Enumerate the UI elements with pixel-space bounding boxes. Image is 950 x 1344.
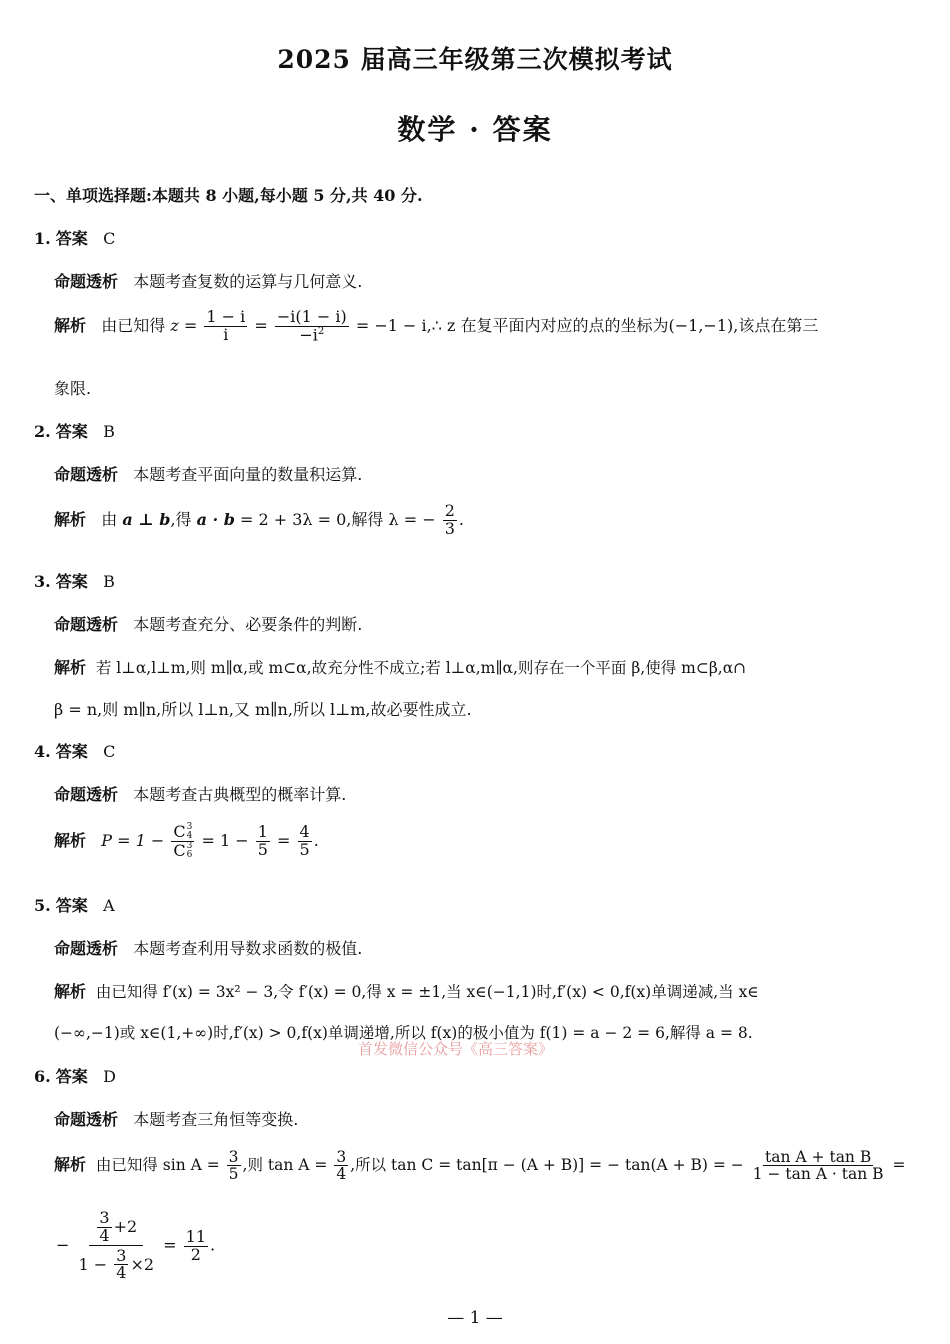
q5-insight-line: 命题透析 本题考查利用导数求函数的极值. (54, 939, 363, 958)
q1-insight: 本题考查复数的运算与几何意义. (133, 272, 363, 291)
q6-complex-fraction: $\frac{3}{4}$ +2 1 − $\frac{3}{4}$ ×2 (78, 1208, 155, 1283)
q2-insight-line: 命题透析 本题考查平面向量的数量积运算. (54, 465, 363, 484)
q1-fraction-1: $\frac{1 - i}{i}$ (206, 307, 246, 344)
q2-fraction: $\frac{2}{3}$ (444, 501, 455, 538)
q2-answer: B (103, 422, 115, 441)
q1-insight-line (54, 269, 362, 292)
analysis-label: 解析 (54, 315, 87, 335)
q4-answer-line: 4. 答案 C (34, 742, 116, 761)
q1-answer-line (34, 226, 115, 249)
q4-fraction-3: $\frac{4}{5}$ (299, 822, 310, 859)
q4-fraction-1: C 3 4 C 3 6 (173, 821, 193, 860)
q5-answer: A (103, 896, 115, 915)
q5-answer-line: 5. 答案 A (34, 896, 115, 915)
q4-fraction-2: $\frac{1}{5}$ (257, 822, 268, 859)
watermark-text: 首发微信公众号《高三答案》 (358, 1040, 554, 1058)
q1-answer: C (103, 229, 116, 248)
q6-fraction-3: $\frac{\text{tan A + tan B}}{\text{1 − tan A · tan B}}$ (752, 1148, 884, 1184)
q6-analysis-line1: 解析 由已知得 sin A = $\frac{3}{5}$ ,则 tan A = $\frac{3}{4}$ ,所以 tan C = tan[π − (A + B)] = − tan(A + B) = − $\frac{\text{tan A + tan B}}{\text{1 − tan A · tan B}}$ = (54, 1148, 906, 1184)
q6-analysis-line2: − $\frac{3}{4}$ +2 1 − $\frac{3}{4}$ ×2 = $\frac{11}{2}$ . (56, 1208, 216, 1283)
q3-answer: B (103, 572, 115, 591)
insight-label: 命题透析 (54, 272, 119, 291)
page-number: — 1 — (447, 1308, 503, 1328)
q1-analysis-line2: 象限. (54, 379, 92, 398)
q3-analysis-line2: β = n,则 m∥n,所以 l⊥n,又 m∥n,所以 l⊥m,故必要性成立. (54, 700, 472, 719)
q4-analysis-line: 解析 P = 1 − C 3 4 C 3 6 = 1 − $\frac{1}{5}$ = $\frac{4}{5}$ . (54, 821, 319, 860)
q3-insight-line: 命题透析 本题考查充分、必要条件的判断. (54, 615, 363, 634)
q5-analysis-line2: (−∞,−1)或 x∈(1,+∞)时,f′(x) > 0,f(x)单调递增,所以 f(x)的极小值为 f(1) = a − 2 = 6,解得 a = 8. (54, 1024, 753, 1042)
exam-title: 2025 届高三年级第三次模拟考试 (277, 45, 673, 74)
section-heading: 一、单项选择题:本题共 8 小题,每小题 5 分,共 40 分. (34, 186, 423, 205)
q1-fraction-2: $\frac{-i(1 - i)}{-i^2}$ (276, 307, 347, 345)
q2-answer-line: 2. 答案 B (34, 422, 115, 441)
q6-insight-line: 命题透析 本题考查三角恒等变换. (54, 1110, 299, 1129)
q6-result-fraction: $\frac{11}{2}$ (185, 1226, 206, 1264)
q4-answer: C (103, 742, 116, 761)
answer-label: 答案 (55, 229, 88, 248)
q3-analysis-line1: 解析 若 l⊥α,l⊥m,则 m∥α,或 m⊂α,故充分性不成立;若 l⊥α,m∥α,则存在一个平面 β,使得 m⊂β,α∩ (54, 658, 747, 677)
q3-answer-line: 3. 答案 B (34, 572, 115, 591)
q4-insight-line: 命题透析 本题考查古典概型的概率计算. (54, 785, 347, 804)
q2-analysis-line: 解析 由 a ⊥ b,得 a · b = 2 + 3λ = 0,解得 λ = − $\frac{2}{3}$ . (54, 501, 464, 538)
exam-subtitle: 数学 · 答案 (397, 113, 553, 146)
q6-answer-line: 6. 答案 D (34, 1067, 116, 1086)
q6-fraction-1: $\frac{3}{5}$ (228, 1148, 239, 1184)
q6-fraction-2: $\frac{3}{4}$ (336, 1148, 347, 1184)
q5-analysis-line1: 解析 由已知得 f′(x) = 3x² − 3,令 f′(x) = 0,得 x = ±1,当 x∈(−1,1)时,f′(x) < 0,f(x)单调递减,当 x∈ (54, 982, 759, 1001)
q1-number: 1. (34, 229, 51, 248)
q6-answer: D (103, 1067, 116, 1086)
q1-analysis-line1: 解析 由已知得 z = $\frac{1 - i}{i}$ = $\frac{-i(1 - i)}{-i^2}$ = −1 − i,∴ z 在复平面内对应的点的坐标为(−1,−1),该点在第三 (54, 307, 819, 345)
